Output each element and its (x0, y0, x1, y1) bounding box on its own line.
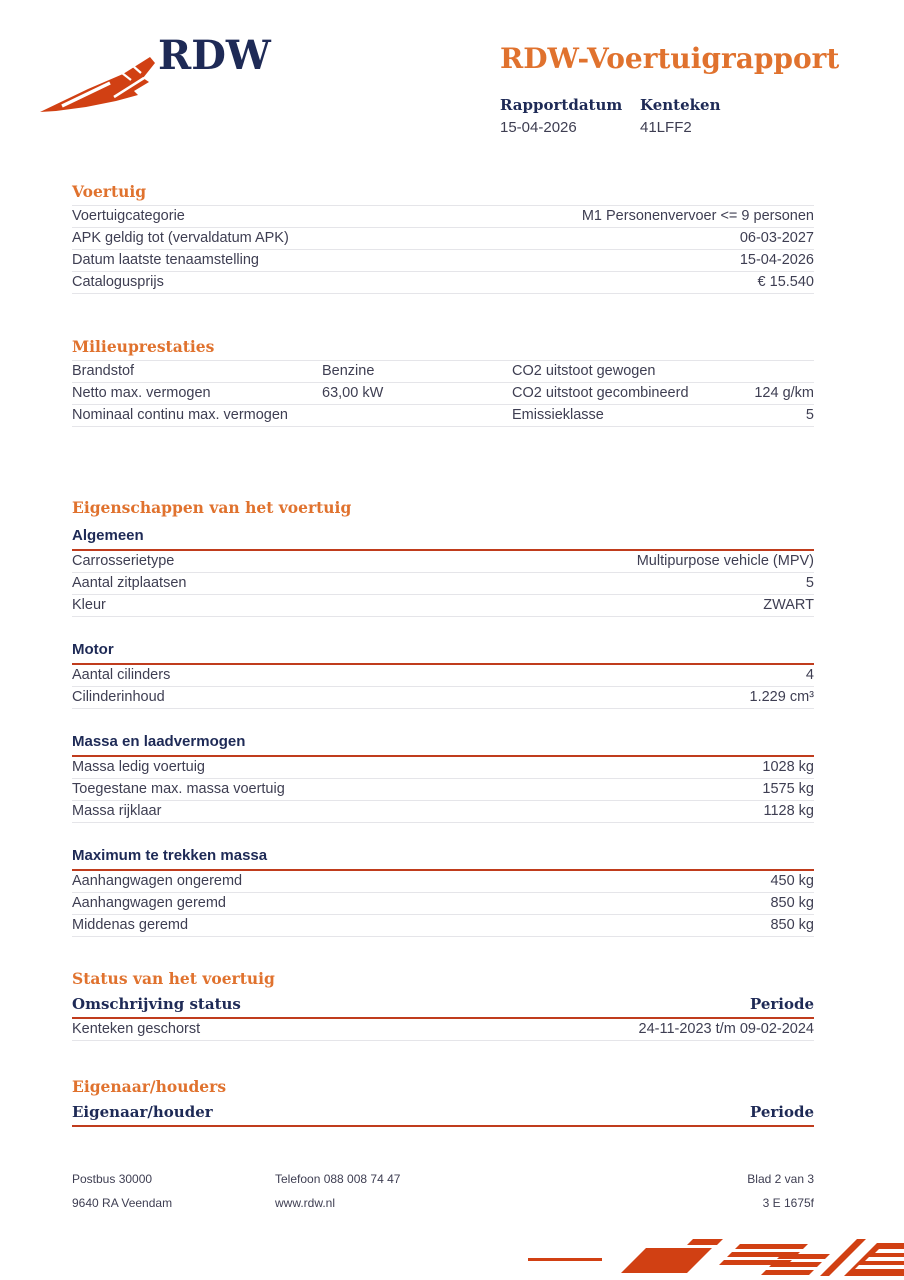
eigenaar-col-periode: Periode (749, 1103, 814, 1121)
row-value: 5 (805, 575, 814, 591)
trekken-massa-table (72, 871, 814, 937)
row-value: ZWART (763, 597, 814, 613)
report-date-label: Rapportdatum (500, 96, 623, 114)
table-row (72, 1019, 814, 1041)
license-plate-label: Kenteken (640, 96, 721, 114)
footer-pagination (747, 1172, 814, 1210)
footer-doc-code: 3 E 1675f (762, 1196, 814, 1210)
row-value: 1.229 cm³ (749, 689, 814, 705)
eigenaar-table-header (72, 1100, 814, 1127)
status-table (72, 1019, 814, 1041)
section-eigenaar (72, 1077, 814, 1127)
section-eigenschappen (72, 498, 814, 937)
table-row (72, 361, 814, 383)
report-footer (72, 1172, 814, 1210)
report-date-value: 15-04-2026 (500, 119, 577, 136)
row-label: Cilinderinhoud (72, 689, 165, 705)
row-label: Massa ledig voertuig (72, 759, 205, 775)
row-label: Brandstof (72, 363, 135, 379)
section-status (72, 969, 814, 1041)
row-value: 1575 kg (762, 781, 814, 797)
decorative-stripes-graphic (512, 1232, 904, 1280)
subsection-title-motor: Motor (72, 641, 814, 665)
voertuig-table (72, 206, 814, 294)
status-table-header (72, 992, 814, 1019)
massa-table (72, 757, 814, 823)
motor-table (72, 665, 814, 709)
footer-phone: Telefoon 088 008 74 47 (275, 1172, 401, 1186)
status-col-omschrijving: Omschrijving status (72, 995, 241, 1013)
algemeen-table (72, 551, 814, 617)
row-value-mid: 63,00 kW (322, 385, 384, 401)
row-label: Middenas geremd (72, 917, 189, 933)
section-voertuig (72, 182, 814, 294)
row-value-mid: Benzine (322, 363, 375, 379)
status-col-periode: Periode (749, 995, 814, 1013)
table-row (72, 250, 814, 272)
row-label-2: Emissieklasse (512, 407, 604, 423)
subsection-motor (72, 641, 814, 709)
table-row (72, 801, 814, 823)
subsection-title-trekken-massa: Maximum te trekken massa (72, 847, 814, 871)
table-row (72, 551, 814, 573)
row-label: Aantal cilinders (72, 667, 171, 683)
row-value: 850 kg (770, 895, 814, 911)
row-value: 15-04-2026 (739, 252, 814, 268)
table-row (72, 405, 814, 427)
section-title-status: Status van het voertuig (72, 969, 275, 988)
row-label: Voertuigcategorie (72, 208, 185, 224)
row-value: 24-11-2023 t/m 09-02-2024 (638, 1021, 814, 1037)
row-value: 4 (805, 667, 814, 683)
subsection-title-massa: Massa en laadvermogen (72, 733, 814, 757)
row-value: 5 (805, 407, 814, 423)
section-title-milieuprestaties: Milieuprestaties (72, 337, 814, 361)
section-title-eigenaar: Eigenaar/houders (72, 1077, 227, 1096)
row-label: Netto max. vermogen (72, 385, 211, 401)
subsection-title-algemeen: Algemeen (72, 527, 814, 551)
section-title-voertuig: Voertuig (72, 182, 814, 206)
row-label: Nominaal continu max. vermogen (72, 407, 288, 423)
row-value: € 15.540 (757, 274, 814, 290)
row-label: Datum laatste tenaamstelling (72, 252, 259, 268)
report-header (0, 0, 904, 150)
footer-postbus: Postbus 30000 (72, 1172, 153, 1186)
row-value: M1 Personenvervoer <= 9 personen (581, 208, 814, 224)
row-label: APK geldig tot (vervaldatum APK) (72, 230, 289, 246)
table-row (72, 779, 814, 801)
footer-website: www.rdw.nl (275, 1196, 336, 1210)
row-value: 1128 kg (763, 803, 814, 819)
row-label-2: CO2 uitstoot gewogen (512, 363, 656, 379)
subsection-algemeen (72, 527, 814, 617)
report-date-block (500, 96, 622, 136)
footer-address (72, 1172, 275, 1210)
rdw-wordmark: RDW (158, 32, 271, 79)
row-value: 124 g/km (754, 385, 814, 401)
table-row (72, 573, 814, 595)
table-row (72, 871, 814, 893)
milieuprestaties-table (72, 361, 814, 427)
footer-city: 9640 RA Veendam (72, 1196, 173, 1210)
row-label: Kenteken geschorst (72, 1021, 201, 1037)
row-label: Aanhangwagen geremd (72, 895, 226, 911)
row-label: Catalogusprijs (72, 274, 164, 290)
table-row (72, 757, 814, 779)
row-value: 850 kg (770, 917, 814, 933)
row-label: Carrosserietype (72, 553, 175, 569)
license-plate-block (640, 96, 720, 136)
section-milieuprestaties (72, 337, 814, 427)
row-label-2: CO2 uitstoot gecombineerd (512, 385, 689, 401)
page-title: RDW-Voertuigrapport (500, 42, 840, 75)
section-title-eigenschappen: Eigenschappen van het voertuig (72, 498, 352, 517)
row-label: Massa rijklaar (72, 803, 162, 819)
footer-page-number: Blad 2 van 3 (747, 1172, 814, 1186)
table-row (72, 893, 814, 915)
row-label: Toegestane max. massa voertuig (72, 781, 285, 797)
table-row (72, 665, 814, 687)
table-row (72, 595, 814, 617)
table-row (72, 687, 814, 709)
row-value: 1028 kg (762, 759, 814, 775)
row-label: Kleur (72, 597, 106, 613)
eigenaar-col-houder: Eigenaar/houder (72, 1103, 213, 1121)
row-label: Aanhangwagen ongeremd (72, 873, 243, 889)
license-plate-value: 41LFF2 (640, 119, 692, 136)
subsection-trekken-massa (72, 847, 814, 937)
table-row (72, 228, 814, 250)
table-row (72, 206, 814, 228)
table-row (72, 272, 814, 294)
row-label: Aantal zitplaatsen (72, 575, 187, 591)
row-value: Multipurpose vehicle (MPV) (636, 553, 814, 569)
report-body (72, 182, 814, 1127)
footer-contact (275, 1172, 747, 1210)
table-row (72, 915, 814, 937)
subsection-massa (72, 733, 814, 823)
row-value: 06-03-2027 (739, 230, 814, 246)
table-row (72, 383, 814, 405)
rdw-feather-logo-icon (38, 48, 160, 120)
row-value: 450 kg (770, 873, 814, 889)
